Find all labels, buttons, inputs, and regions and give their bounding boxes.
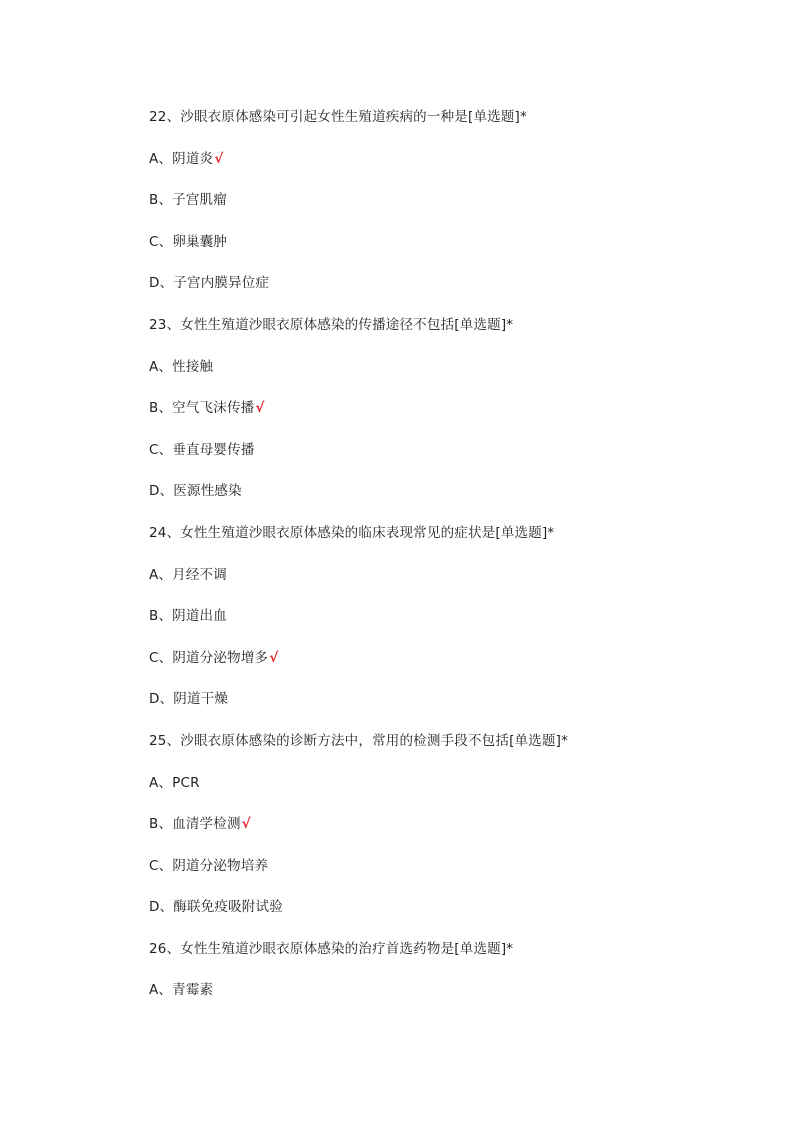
correct-check-icon: √ xyxy=(269,649,279,666)
option-b xyxy=(149,606,749,648)
option-label: A、性接触 xyxy=(149,358,214,375)
option-label: B、子宫肌瘤 xyxy=(149,192,227,209)
option-label: D、酶联免疫吸附试验 xyxy=(149,899,283,916)
option-c xyxy=(149,232,749,274)
option-a xyxy=(149,773,749,815)
option-label: A、青霉素 xyxy=(149,982,214,999)
question-list xyxy=(149,107,749,1022)
option-label: D、子宫内膜异位症 xyxy=(149,275,270,292)
option-label: A、PCR xyxy=(149,774,200,791)
option-label: A、阴道炎 xyxy=(149,150,214,167)
option-b xyxy=(149,398,749,440)
option-c xyxy=(149,648,749,690)
correct-check-icon: √ xyxy=(255,400,265,417)
option-a xyxy=(149,149,749,191)
option-d xyxy=(149,273,749,315)
question-stem: 24、女性生殖道沙眼衣原体感染的临床表现常见的症状是[单选题]* xyxy=(149,524,555,541)
option-a xyxy=(149,565,749,607)
option-d xyxy=(149,481,749,523)
option-c xyxy=(149,856,749,898)
option-label: C、阴道分泌物培养 xyxy=(149,857,269,874)
option-a xyxy=(149,980,749,1022)
option-label: C、卵巢囊肿 xyxy=(149,233,228,250)
option-label: B、空气飞沫传播 xyxy=(149,400,255,417)
question-stem: 26、女性生殖道沙眼衣原体感染的治疗首选药物是[单选题]* xyxy=(149,940,514,957)
option-b xyxy=(149,814,749,856)
question-stem: 23、女性生殖道沙眼衣原体感染的传播途径不包括[单选题]* xyxy=(149,316,514,333)
correct-check-icon: √ xyxy=(214,150,224,167)
question-stem: 25、沙眼衣原体感染的诊断方法中，常用的检测手段不包括[单选题]* xyxy=(149,732,569,749)
option-d xyxy=(149,689,749,731)
option-label: B、阴道出血 xyxy=(149,608,227,625)
question-stem: 22、沙眼衣原体感染可引起女性生殖道疾病的一种是[单选题]* xyxy=(149,109,527,125)
option-label: C、垂直母婴传播 xyxy=(149,441,255,458)
option-label: D、医源性感染 xyxy=(149,483,242,500)
option-label: D、阴道干燥 xyxy=(149,691,229,708)
option-label: A、月经不调 xyxy=(149,566,227,583)
option-d xyxy=(149,897,749,939)
option-label: B、血清学检测 xyxy=(149,816,241,833)
option-b xyxy=(149,190,749,232)
correct-check-icon: √ xyxy=(241,816,251,833)
option-a xyxy=(149,357,749,399)
option-label: C、阴道分泌物增多 xyxy=(149,649,269,666)
option-c xyxy=(149,440,749,482)
